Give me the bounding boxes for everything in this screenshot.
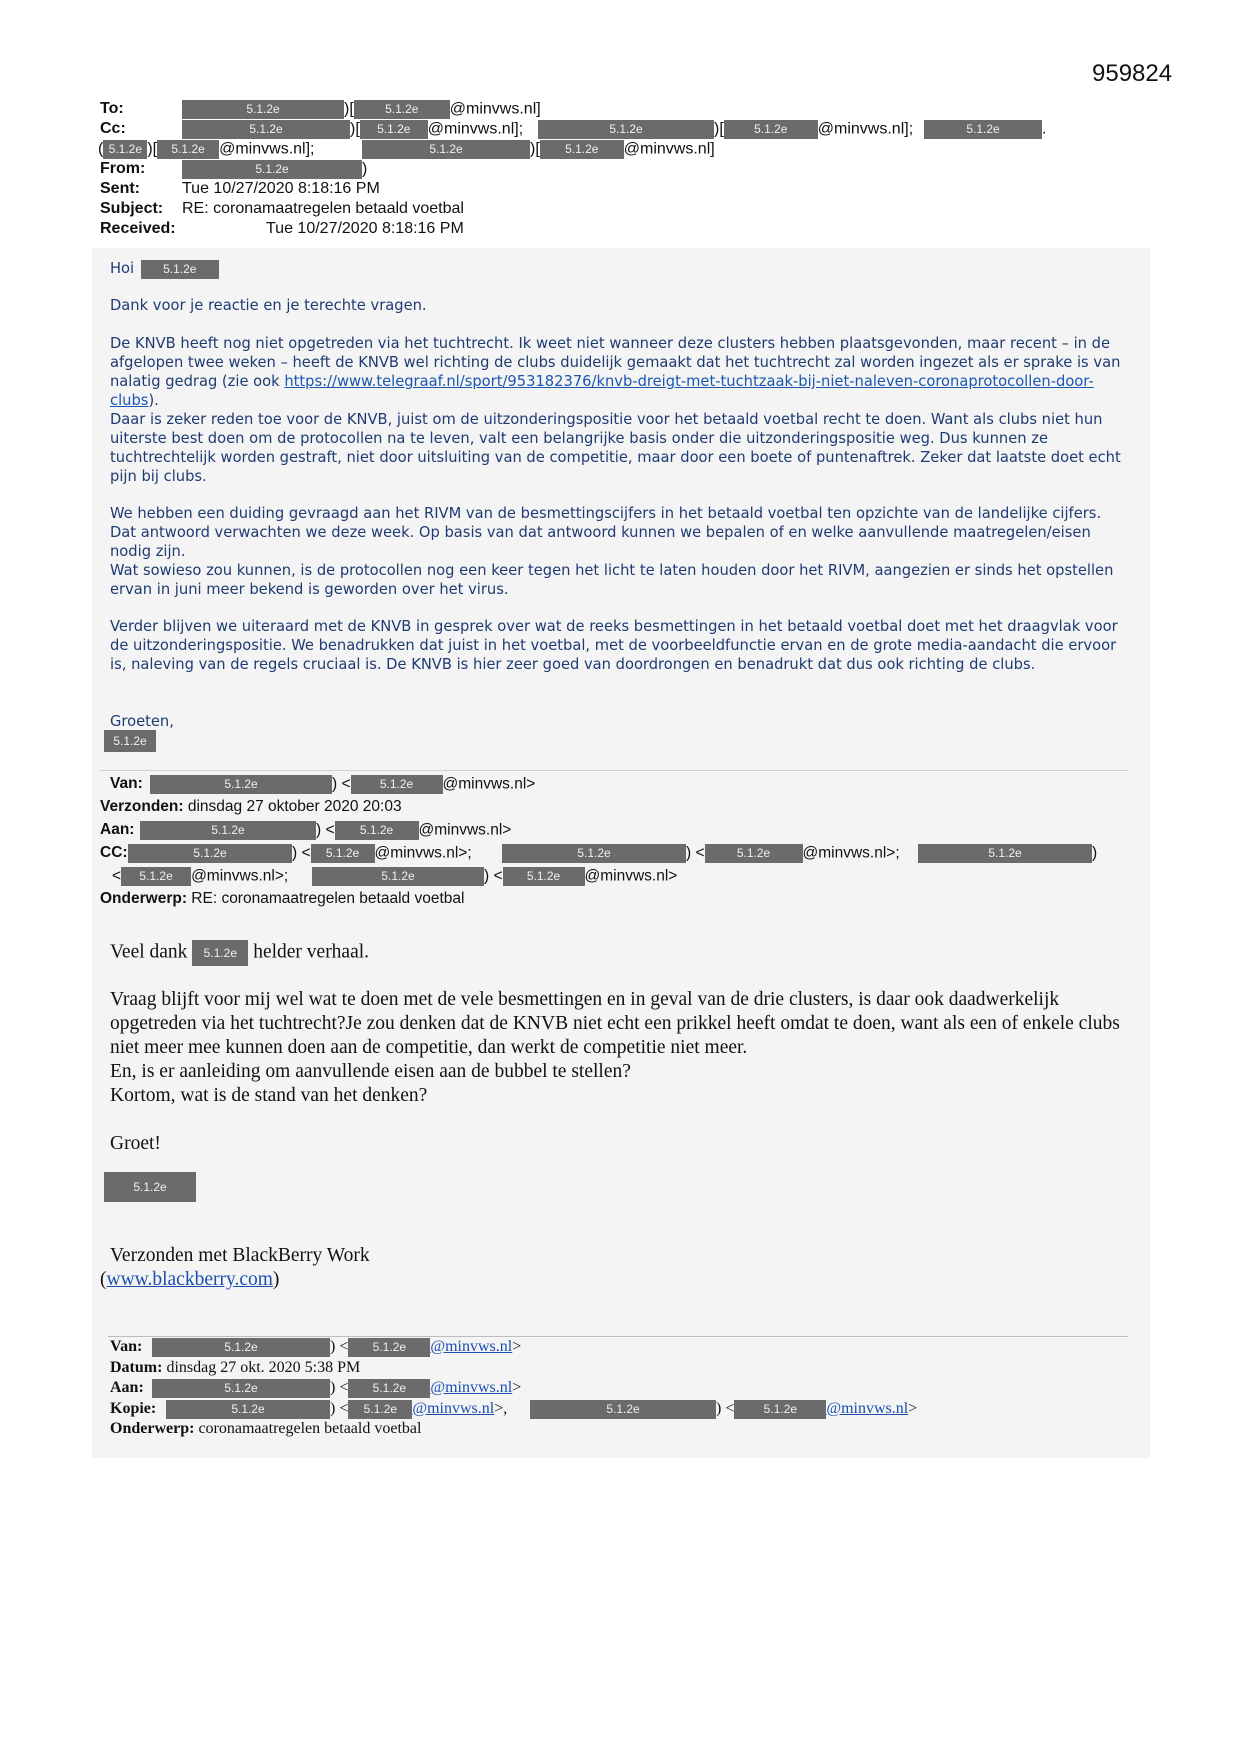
received-row — [100, 220, 1140, 240]
blackberry-link[interactable]: www.blackberry.com — [106, 1269, 273, 1290]
redaction-box: 5.1.2e — [734, 1400, 826, 1419]
redaction-box: 5.1.2e — [103, 140, 147, 159]
signature-redaction — [104, 1172, 196, 1202]
from-label: From: — [100, 160, 146, 177]
sent-value: Tue 10/27/2020 8:18:16 PM — [182, 180, 380, 197]
reply-paragraph: Dank voor je reactie en je terechte vragen. — [110, 297, 427, 314]
subject-label: Subject: — [100, 200, 164, 217]
cc-domain: @minvws.nl]; — [817, 120, 914, 138]
redaction-box: 5.1.2e — [182, 160, 362, 179]
redaction-box: 5.1.2e — [540, 140, 624, 159]
redaction-box: 5.1.2e — [362, 140, 530, 159]
redaction-box: 5.1.2e — [538, 120, 714, 139]
redaction-box: 5.1.2e — [182, 100, 344, 119]
cc-row: Cc: 5.1.2e )[ 5.1.2e @minvws.nl]; 5.1.2e )[ 5.1.2e @minvws.nl]; 5.1.2e . — [100, 120, 1047, 138]
redaction-box: 5.1.2e — [348, 1400, 412, 1419]
aan-row: Aan: 5.1.2e ) < 5.1.2e @minvws.nl> — [100, 821, 512, 839]
redaction-box: 5.1.2e — [104, 1172, 196, 1202]
document-id: 959824 — [1092, 60, 1173, 87]
reply-closing: Groeten, — [110, 713, 174, 730]
redaction-box: 5.1.2e — [152, 1379, 330, 1398]
redaction-box: 5.1.2e — [128, 844, 292, 863]
greeting-line — [110, 259, 1130, 279]
redaction-box: 5.1.2e — [166, 1400, 330, 1419]
cc-label: Cc: — [100, 120, 126, 137]
reply-paragraph: Wat sowieso zou kunnen, is de protocollen nog een keer tegen het licht te laten houden door het RIVM, aangezien er sinds het opstellen ervan in juni meer bekend is geworden over het virus. — [110, 562, 1114, 598]
onderwerp-row: Onderwerp: RE: coronamaatregelen betaald voetbal — [100, 890, 465, 907]
redaction-box: 5.1.2e — [503, 867, 585, 886]
reply-paragraph: We hebben een duiding gevraagd aan het RIVM van de besmettingscijfers in het betaald voetbal ten opzichte van de landelijke cijfers. Dat antwoord verwachten we deze week. Op basis van dat antwoord kunnen we bepalen of en welke aanvullende maatregelen/eisen nodig zijn. — [110, 505, 1102, 560]
message-line: Veel dank 5.1.2e helder verhaal. — [110, 940, 1130, 966]
email-header — [100, 100, 1140, 240]
redaction-box: 5.1.2e — [121, 867, 191, 886]
verzonden-row: Verzonden: dinsdag 27 oktober 2020 20:03 — [100, 798, 402, 815]
subject-row — [100, 200, 1140, 220]
signature-redaction — [104, 730, 156, 752]
redaction-box: 5.1.2e — [351, 775, 443, 794]
subject-value: RE: coronamaatregelen betaald voetbal — [182, 200, 464, 217]
kopie-row: Kopie: 5.1.2e ) < 5.1.2e @minvws.nl>, 5.1.2e ) < 5.1.2e @minvws.nl> — [110, 1399, 918, 1417]
cc-domain: @minvws.nl]; — [427, 120, 524, 138]
to-domain: @minvws.nl] — [449, 100, 541, 118]
reply-paragraph: Daar is zeker reden toe voor de KNVB, juist om de uitzonderingspositie voor het betaald voetbal recht te doen. Want als clubs niet hun uiterste best doen om de protocollen na te leven, valt een belangrijke basis onder die uitzonderingspositie weg. Dus kunnen ze tuchtrechtelijk worden gestraft, niet door uitsluiting van de competitie, maar door een boete of puntenaftrek. Zeker dat laatste doet echt pijn bij clubs. — [110, 411, 1121, 485]
redaction-box: 5.1.2e — [924, 120, 1042, 139]
divider — [100, 770, 1128, 771]
onderwerp-row: Onderwerp: coronamaatregelen betaald voetbal — [110, 1420, 422, 1437]
to-label: To: — [100, 100, 124, 117]
sent-row — [100, 180, 1140, 200]
received-label: Received: — [100, 220, 176, 237]
telegraaf-link[interactable]: https://www.telegraaf.nl/sport/953182376/knvb-dreigt-met-tuchtzaak-bij-niet-naleven-coronaprotocollen-door-clubs — [110, 373, 1094, 409]
cc-row-2: ( 5.1.2e )[ 5.1.2e @minvws.nl]; 5.1.2e )[ 5.1.2e @minvws.nl] — [98, 140, 715, 158]
redaction-box: 5.1.2e — [182, 120, 350, 139]
van-row: Van: 5.1.2e ) < 5.1.2e @minvws.nl> — [110, 775, 536, 793]
cc-domain: @minvws.nl] — [623, 140, 715, 158]
aan-row: Aan: 5.1.2e ) < 5.1.2e @minvws.nl> — [110, 1379, 522, 1397]
redaction-box: 5.1.2e — [311, 844, 375, 863]
redaction-box: 5.1.2e — [348, 1379, 430, 1398]
divider — [108, 1336, 1128, 1337]
redaction-box: 5.1.2e — [152, 1338, 330, 1357]
cc-row-2: < 5.1.2e @minvws.nl>; 5.1.2e ) < 5.1.2e @minvws.nl> — [112, 867, 678, 885]
reply-paragraph: De KNVB heeft nog niet opgetreden via het tuchtrecht. Ik weet niet wanneer deze clusters hebben plaatsgevonden, maar recent – in de afgelopen twee weken – heeft de KNVB wel richting de clubs duidelijk gemaakt dat het tuchtrecht zal worden ingezet als er sprake is van nalatig gedrag (zie ook https://www.telegraaf.nl/sport/953182376/knvb-dreigt-met-tuchtzaak-bij-niet-naleven-coronaprotocollen-door-clubs). — [110, 335, 1121, 409]
sent-with: Verzonden met BlackBerry Work — [110, 1245, 370, 1266]
redaction-box: 5.1.2e — [530, 1400, 716, 1419]
message-closing: Groet! — [110, 1133, 161, 1154]
blackberry-line: (www.blackberry.com) — [100, 1269, 280, 1290]
forwarded-header — [100, 775, 1140, 913]
redaction-box: 5.1.2e — [140, 821, 316, 840]
cc-domain: @minvws.nl]; — [219, 140, 315, 158]
original-header — [110, 1338, 1150, 1441]
redaction-box: 5.1.2e — [192, 940, 248, 966]
redaction-box: 5.1.2e — [104, 730, 156, 752]
received-value: Tue 10/27/2020 8:18:16 PM — [266, 220, 464, 237]
greeting: Hoi — [110, 260, 135, 277]
redaction-box: 5.1.2e — [157, 140, 219, 159]
reply-paragraph: Verder blijven we uiteraard met de KNVB in gesprek over wat de reeks besmettingen in het betaald voetbal doet met het draagvlak voor de uitzonderingspositie. We benadrukken dat juist in het voetbal, met de voorbeeldfunctie ervan en de grote media-aandacht die ervoor is, naleving van de regels cruciaal is. De KNVB is hier zeer goed van doordrongen en benadrukt dat dus ook richting de clubs. — [110, 618, 1118, 673]
redaction-box: 5.1.2e — [705, 844, 803, 863]
cc-row: CC: 5.1.2e ) < 5.1.2e @minvws.nl>; 5.1.2e ) < 5.1.2e @minvws.nl>; 5.1.2e ) — [100, 844, 1098, 862]
redaction-box: 5.1.2e — [354, 100, 450, 119]
redaction-box: 5.1.2e — [724, 120, 818, 139]
to-row: To: 5.1.2e )[ 5.1.2e @minvws.nl] — [100, 100, 541, 118]
redaction-box: 5.1.2e — [335, 821, 419, 840]
message-paragraph: Vraag blijft voor mij wel wat te doen met de vele besmettingen en in geval van de drie clusters, is daar ook daadwerkelijk opgetreden via het tuchtrecht?Je zou denken dat de KNVB niet echt een prikkel heeft omdat te doen, want als een of enkele clubs niet meer mee kunnen doen aan de competitie, dan werkt de competitie niet meer. — [110, 989, 1120, 1058]
redaction-box: 5.1.2e — [150, 775, 332, 794]
redaction-box: 5.1.2e — [348, 1338, 430, 1357]
from-row: From: 5.1.2e ) — [100, 160, 368, 178]
datum-row: Datum: dinsdag 27 okt. 2020 5:38 PM — [110, 1358, 361, 1376]
redaction-box: 5.1.2e — [918, 844, 1092, 863]
redaction-box: 5.1.2e — [502, 844, 686, 863]
redaction-box: 5.1.2e — [360, 120, 428, 139]
van-row: Van: 5.1.2e ) < 5.1.2e @minvws.nl> — [110, 1338, 522, 1356]
message-paragraph: En, is er aanleiding om aanvullende eisen aan de bubbel te stellen? — [110, 1061, 631, 1082]
redaction-box: 5.1.2e — [141, 260, 219, 279]
sent-label: Sent: — [100, 180, 140, 197]
redaction-box: 5.1.2e — [312, 867, 484, 886]
message-paragraph: Kortom, wat is de stand van het denken? — [110, 1085, 428, 1106]
